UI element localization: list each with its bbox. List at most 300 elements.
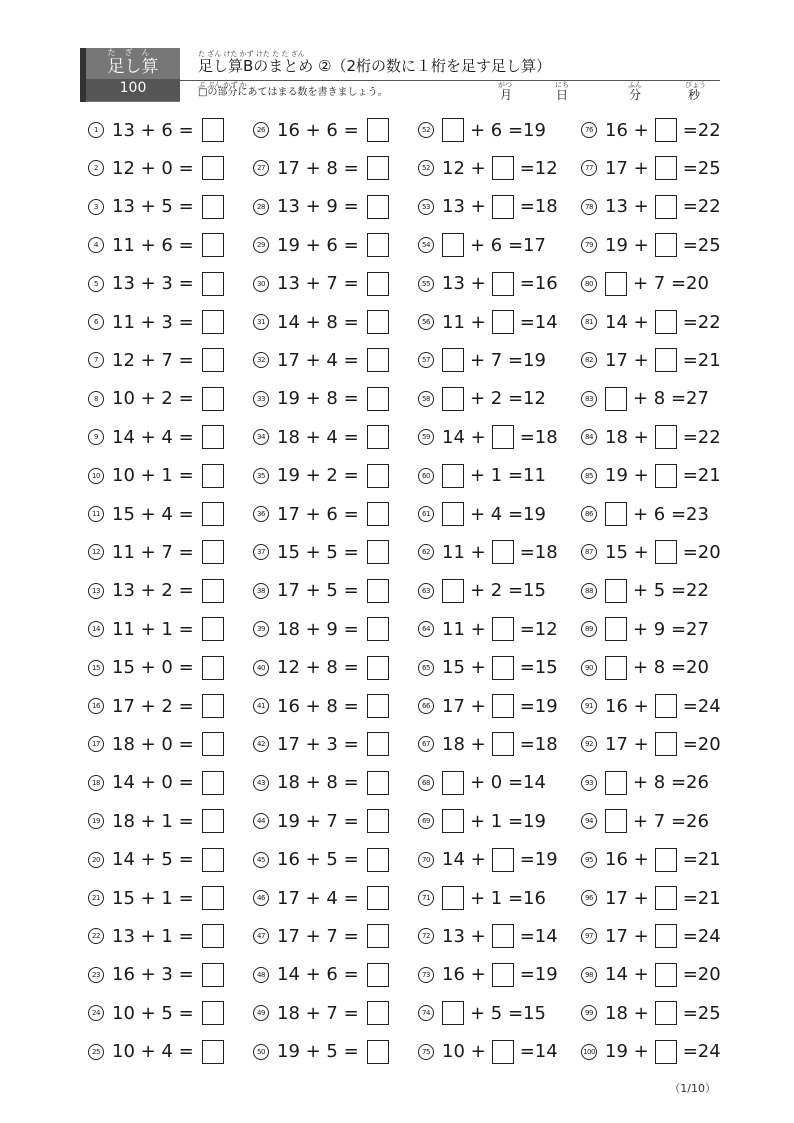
problem-number: 16 bbox=[88, 698, 104, 714]
equation-text: 13 + 9 = bbox=[277, 196, 359, 218]
problem-number: 96 bbox=[581, 890, 597, 906]
answer-box[interactable] bbox=[442, 118, 464, 142]
answer-box[interactable] bbox=[367, 118, 389, 142]
equation-text: 12 + 7 = bbox=[112, 349, 194, 371]
problem-row bbox=[253, 269, 389, 299]
answer-box[interactable] bbox=[202, 348, 224, 372]
answer-box[interactable] bbox=[655, 694, 677, 718]
answer-box[interactable] bbox=[202, 732, 224, 756]
problem-number: 33 bbox=[253, 391, 269, 407]
answer-box[interactable] bbox=[442, 579, 464, 603]
answer-box[interactable] bbox=[442, 348, 464, 372]
worksheet-header bbox=[80, 48, 720, 102]
problem-number: 21 bbox=[88, 890, 104, 906]
equation-text: 17 + bbox=[605, 349, 649, 371]
problem-row bbox=[418, 461, 546, 491]
problem-row bbox=[253, 307, 389, 337]
answer-box[interactable] bbox=[367, 617, 389, 641]
answer-box[interactable] bbox=[367, 387, 389, 411]
equation-text: =25 bbox=[682, 157, 721, 179]
problem-row bbox=[88, 269, 224, 299]
answer-box[interactable] bbox=[202, 694, 224, 718]
answer-box[interactable] bbox=[655, 924, 677, 948]
problem-row bbox=[253, 1037, 389, 1067]
problem-row bbox=[581, 768, 709, 798]
problem-row bbox=[88, 422, 224, 452]
answer-box[interactable] bbox=[367, 233, 389, 257]
answer-box[interactable] bbox=[367, 848, 389, 872]
answer-box[interactable] bbox=[202, 579, 224, 603]
badge-ruby: たざん bbox=[107, 48, 159, 57]
answer-box[interactable] bbox=[655, 1001, 677, 1025]
problem-number: 86 bbox=[581, 506, 597, 522]
equation-text: + 8 =27 bbox=[633, 388, 709, 410]
problem-number: 68 bbox=[418, 775, 434, 791]
page-title: 足し算Bのまとめ ②（2桁の数に１桁を足す足し算） bbox=[198, 57, 552, 75]
problem-row bbox=[418, 691, 558, 721]
answer-box[interactable] bbox=[367, 310, 389, 334]
problem-row bbox=[581, 691, 721, 721]
equation-text: 14 + 8 = bbox=[277, 311, 359, 333]
equation-text: =19 bbox=[519, 849, 558, 871]
answer-box[interactable] bbox=[367, 886, 389, 910]
answer-box[interactable] bbox=[367, 195, 389, 219]
equation-text: + 7 =19 bbox=[470, 349, 546, 371]
answer-box[interactable] bbox=[202, 1040, 224, 1064]
equation-text: =15 bbox=[519, 657, 558, 679]
problem-number: 74 bbox=[418, 1005, 434, 1021]
answer-box[interactable] bbox=[492, 195, 514, 219]
problem-row bbox=[88, 153, 224, 183]
problem-number: 13 bbox=[88, 583, 104, 599]
equation-text: 12 + 8 = bbox=[277, 657, 359, 679]
equation-text: =18 bbox=[519, 541, 558, 563]
answer-box[interactable] bbox=[655, 195, 677, 219]
instructions: □の部分にあてはまる数を書きましょう。 bbox=[198, 87, 388, 98]
problem-row bbox=[253, 537, 389, 567]
problem-number: 17 bbox=[88, 736, 104, 752]
equation-text: 10 + 4 = bbox=[112, 1041, 194, 1063]
problem-number: 77 bbox=[581, 160, 597, 176]
problem-number: 94 bbox=[581, 813, 597, 829]
problem-number: 80 bbox=[581, 276, 597, 292]
problem-row bbox=[253, 576, 389, 606]
answer-box[interactable] bbox=[202, 1001, 224, 1025]
equation-text: + 2 =15 bbox=[470, 580, 546, 602]
equation-text: =18 bbox=[519, 426, 558, 448]
problem-number: 30 bbox=[253, 276, 269, 292]
problem-row bbox=[253, 653, 389, 683]
problem-number: 63 bbox=[418, 583, 434, 599]
answer-box[interactable] bbox=[367, 272, 389, 296]
problem-number: 8 bbox=[88, 391, 104, 407]
equation-text: + 5 =15 bbox=[470, 1002, 546, 1024]
answer-box[interactable] bbox=[492, 310, 514, 334]
equation-text: =24 bbox=[682, 925, 721, 947]
second-ruby: びょう bbox=[685, 81, 706, 89]
answer-box[interactable] bbox=[655, 156, 677, 180]
equation-text: 12 + bbox=[442, 157, 486, 179]
problem-row bbox=[88, 845, 224, 875]
equation-text: 10 + 1 = bbox=[112, 465, 194, 487]
problem-row bbox=[88, 768, 224, 798]
answer-box[interactable] bbox=[202, 848, 224, 872]
problem-number: 49 bbox=[253, 1005, 269, 1021]
answer-box[interactable] bbox=[442, 771, 464, 795]
answer-box[interactable] bbox=[492, 694, 514, 718]
answer-box[interactable] bbox=[367, 732, 389, 756]
problem-number: 76 bbox=[581, 122, 597, 138]
equation-text: =18 bbox=[519, 733, 558, 755]
problem-number: 70 bbox=[418, 852, 434, 868]
answer-box[interactable] bbox=[367, 771, 389, 795]
answer-box[interactable] bbox=[367, 656, 389, 680]
problem-number: 59 bbox=[418, 429, 434, 445]
problem-row bbox=[88, 1037, 224, 1067]
problem-row bbox=[418, 422, 558, 452]
problem-row bbox=[253, 845, 389, 875]
answer-box[interactable] bbox=[442, 502, 464, 526]
equation-text: + 8 =26 bbox=[633, 772, 709, 794]
problem-row bbox=[88, 806, 224, 836]
answer-box[interactable] bbox=[605, 617, 627, 641]
answer-box[interactable] bbox=[367, 156, 389, 180]
equation-text: 19 + 5 = bbox=[277, 1041, 359, 1063]
problem-number: 66 bbox=[418, 698, 434, 714]
problem-row bbox=[581, 269, 709, 299]
minute-ruby: ふん bbox=[628, 81, 642, 89]
answer-box[interactable] bbox=[202, 195, 224, 219]
problem-row bbox=[253, 192, 389, 222]
problem-row bbox=[88, 307, 224, 337]
score-badge bbox=[80, 48, 180, 102]
problem-number: 54 bbox=[418, 237, 434, 253]
answer-box[interactable] bbox=[492, 732, 514, 756]
second-field: 秒 bbox=[688, 88, 701, 102]
equation-text: + 1 =19 bbox=[470, 810, 546, 832]
equation-text: =19 bbox=[519, 964, 558, 986]
equation-text: 19 + 7 = bbox=[277, 810, 359, 832]
equation-text: 13 + 6 = bbox=[112, 119, 194, 141]
answer-box[interactable] bbox=[492, 425, 514, 449]
problem-number: 3 bbox=[88, 199, 104, 215]
equation-text: 16 + bbox=[605, 695, 649, 717]
problem-row bbox=[88, 691, 224, 721]
problem-number: 81 bbox=[581, 314, 597, 330]
problem-number: 100 bbox=[581, 1044, 597, 1060]
answer-box[interactable] bbox=[367, 348, 389, 372]
problem-row bbox=[253, 960, 389, 990]
answer-box[interactable] bbox=[655, 886, 677, 910]
equation-text: 14 + 5 = bbox=[112, 849, 194, 871]
answer-box[interactable] bbox=[605, 387, 627, 411]
problem-row bbox=[88, 115, 224, 145]
answer-box[interactable] bbox=[367, 809, 389, 833]
problem-number: 55 bbox=[418, 276, 434, 292]
answer-box[interactable] bbox=[202, 924, 224, 948]
equation-text: =21 bbox=[682, 887, 721, 909]
equation-text: 17 + 3 = bbox=[277, 733, 359, 755]
problem-row bbox=[88, 653, 224, 683]
equation-text: 17 + 7 = bbox=[277, 925, 359, 947]
answer-box[interactable] bbox=[202, 118, 224, 142]
answer-box[interactable] bbox=[367, 579, 389, 603]
problem-number: 61 bbox=[418, 506, 434, 522]
equation-text: =14 bbox=[519, 925, 558, 947]
problem-row bbox=[253, 115, 389, 145]
answer-box[interactable] bbox=[655, 1040, 677, 1064]
answer-box[interactable] bbox=[202, 656, 224, 680]
answer-box[interactable] bbox=[605, 272, 627, 296]
problem-row bbox=[88, 345, 224, 375]
equation-text: 14 + bbox=[442, 426, 486, 448]
problem-number: 84 bbox=[581, 429, 597, 445]
answer-box[interactable] bbox=[202, 272, 224, 296]
problem-number: 83 bbox=[581, 391, 597, 407]
equation-text: =21 bbox=[682, 465, 721, 487]
problem-number: 50 bbox=[253, 1044, 269, 1060]
answer-box[interactable] bbox=[367, 464, 389, 488]
answer-box[interactable] bbox=[655, 848, 677, 872]
problem-number: 9 bbox=[88, 429, 104, 445]
equation-text: =25 bbox=[682, 1002, 721, 1024]
problem-row bbox=[581, 883, 721, 913]
problem-number: 40 bbox=[253, 660, 269, 676]
problem-row bbox=[253, 499, 389, 529]
answer-box[interactable] bbox=[442, 886, 464, 910]
problem-row bbox=[253, 806, 389, 836]
answer-box[interactable] bbox=[202, 310, 224, 334]
problem-number: 41 bbox=[253, 698, 269, 714]
equation-text: 13 + bbox=[442, 273, 486, 295]
answer-box[interactable] bbox=[605, 502, 627, 526]
equation-text: + 1 =16 bbox=[470, 887, 546, 909]
equation-text: 13 + 5 = bbox=[112, 196, 194, 218]
problem-row bbox=[418, 729, 558, 759]
problem-row bbox=[581, 384, 709, 414]
answer-box[interactable] bbox=[492, 656, 514, 680]
equation-text: 11 + 1 = bbox=[112, 618, 194, 640]
answer-box[interactable] bbox=[202, 156, 224, 180]
equation-text: =14 bbox=[519, 311, 558, 333]
problem-number: 10 bbox=[88, 468, 104, 484]
problem-number: 56 bbox=[418, 314, 434, 330]
problem-number: 27 bbox=[253, 160, 269, 176]
problem-number: 52 bbox=[418, 122, 434, 138]
answer-box[interactable] bbox=[655, 233, 677, 257]
title-ruby: た ざん けた かず けた た た ざん bbox=[198, 50, 305, 58]
answer-box[interactable] bbox=[605, 656, 627, 680]
answer-box[interactable] bbox=[655, 963, 677, 987]
equation-text: 19 + bbox=[605, 234, 649, 256]
month-ruby: がつ bbox=[498, 81, 512, 89]
problem-number: 7 bbox=[88, 352, 104, 368]
problem-row bbox=[581, 614, 709, 644]
equation-text: 14 + bbox=[605, 311, 649, 333]
problem-row bbox=[253, 691, 389, 721]
subtitle-ruby: ぶ ぶん かず か bbox=[198, 81, 247, 89]
answer-box[interactable] bbox=[367, 502, 389, 526]
answer-box[interactable] bbox=[605, 809, 627, 833]
answer-box[interactable] bbox=[202, 771, 224, 795]
equation-text: 13 + 1 = bbox=[112, 925, 194, 947]
equation-text: + 6 =23 bbox=[633, 503, 709, 525]
equation-text: 18 + 9 = bbox=[277, 618, 359, 640]
equation-text: + 4 =19 bbox=[470, 503, 546, 525]
equation-text: =16 bbox=[519, 273, 558, 295]
answer-box[interactable] bbox=[367, 425, 389, 449]
equation-text: =14 bbox=[519, 1041, 558, 1063]
equation-text: 19 + 6 = bbox=[277, 234, 359, 256]
equation-text: + 7 =20 bbox=[633, 273, 709, 295]
problem-row bbox=[581, 960, 721, 990]
answer-box[interactable] bbox=[492, 156, 514, 180]
problem-number: 15 bbox=[88, 660, 104, 676]
problem-number: 52 bbox=[418, 160, 434, 176]
answer-box[interactable] bbox=[202, 233, 224, 257]
equation-text: 18 + bbox=[442, 733, 486, 755]
answer-box[interactable] bbox=[492, 617, 514, 641]
answer-box[interactable] bbox=[367, 540, 389, 564]
problem-number: 47 bbox=[253, 928, 269, 944]
problem-row bbox=[88, 729, 224, 759]
answer-box[interactable] bbox=[367, 924, 389, 948]
problem-number: 89 bbox=[581, 621, 597, 637]
problem-number: 88 bbox=[581, 583, 597, 599]
equation-text: 13 + bbox=[605, 196, 649, 218]
problem-number: 72 bbox=[418, 928, 434, 944]
problem-row bbox=[418, 307, 558, 337]
problem-row bbox=[581, 653, 709, 683]
problem-row bbox=[581, 806, 709, 836]
equation-text: 16 + 6 = bbox=[277, 119, 359, 141]
answer-box[interactable] bbox=[442, 464, 464, 488]
problem-row bbox=[418, 269, 558, 299]
problem-number: 39 bbox=[253, 621, 269, 637]
answer-box[interactable] bbox=[655, 732, 677, 756]
problem-row bbox=[88, 537, 224, 567]
equation-text: 15 + bbox=[605, 541, 649, 563]
problem-number: 23 bbox=[88, 967, 104, 983]
answer-box[interactable] bbox=[202, 617, 224, 641]
equation-text: 17 + 5 = bbox=[277, 580, 359, 602]
problem-row bbox=[581, 307, 721, 337]
answer-box[interactable] bbox=[202, 540, 224, 564]
answer-box[interactable] bbox=[655, 425, 677, 449]
answer-box[interactable] bbox=[202, 886, 224, 910]
answer-box[interactable] bbox=[202, 464, 224, 488]
problem-row bbox=[253, 614, 389, 644]
problem-row bbox=[88, 998, 224, 1028]
problem-number: 25 bbox=[88, 1044, 104, 1060]
equation-text: 13 + 2 = bbox=[112, 580, 194, 602]
answer-box[interactable] bbox=[605, 579, 627, 603]
answer-box[interactable] bbox=[367, 1040, 389, 1064]
answer-box[interactable] bbox=[202, 809, 224, 833]
equation-text: 17 + bbox=[605, 157, 649, 179]
equation-text: 16 + 5 = bbox=[277, 849, 359, 871]
problem-row bbox=[581, 1037, 721, 1067]
equation-text: 19 + 2 = bbox=[277, 465, 359, 487]
problem-number: 1 bbox=[88, 122, 104, 138]
answer-box[interactable] bbox=[202, 963, 224, 987]
equation-text: 11 + 7 = bbox=[112, 541, 194, 563]
equation-text: 18 + bbox=[605, 426, 649, 448]
answer-box[interactable] bbox=[492, 924, 514, 948]
problem-row bbox=[88, 921, 224, 951]
badge-label: 足し算 bbox=[107, 57, 159, 77]
equation-text: 18 + 4 = bbox=[277, 426, 359, 448]
answer-box[interactable] bbox=[492, 1040, 514, 1064]
answer-box[interactable] bbox=[655, 118, 677, 142]
answer-box[interactable] bbox=[367, 694, 389, 718]
problem-number: 5 bbox=[88, 276, 104, 292]
equation-text: 10 + 2 = bbox=[112, 388, 194, 410]
problem-number: 4 bbox=[88, 237, 104, 253]
equation-text: 15 + 1 = bbox=[112, 887, 194, 909]
equation-text: 17 + 4 = bbox=[277, 887, 359, 909]
equation-text: 14 + bbox=[605, 964, 649, 986]
answer-box[interactable] bbox=[442, 809, 464, 833]
problem-row bbox=[581, 845, 721, 875]
answer-box[interactable] bbox=[655, 310, 677, 334]
equation-text: 17 + 8 = bbox=[277, 157, 359, 179]
answer-box[interactable] bbox=[367, 1001, 389, 1025]
answer-box[interactable] bbox=[655, 464, 677, 488]
answer-box[interactable] bbox=[202, 502, 224, 526]
answer-box[interactable] bbox=[202, 425, 224, 449]
answer-box[interactable] bbox=[492, 963, 514, 987]
answer-box[interactable] bbox=[442, 387, 464, 411]
equation-text: 14 + bbox=[442, 849, 486, 871]
answer-box[interactable] bbox=[655, 540, 677, 564]
problem-row bbox=[418, 384, 546, 414]
problem-row bbox=[253, 384, 389, 414]
problem-row bbox=[581, 422, 721, 452]
answer-box[interactable] bbox=[655, 348, 677, 372]
problem-row bbox=[253, 998, 389, 1028]
equation-text: 13 + 3 = bbox=[112, 273, 194, 295]
equation-text: =21 bbox=[682, 849, 721, 871]
problem-number: 87 bbox=[581, 544, 597, 560]
equation-text: 19 + bbox=[605, 1041, 649, 1063]
answer-box[interactable] bbox=[442, 233, 464, 257]
equation-text: 17 + 6 = bbox=[277, 503, 359, 525]
answer-box[interactable] bbox=[442, 1001, 464, 1025]
answer-box[interactable] bbox=[367, 963, 389, 987]
answer-box[interactable] bbox=[492, 540, 514, 564]
equation-text: + 1 =11 bbox=[470, 465, 546, 487]
answer-box[interactable] bbox=[492, 848, 514, 872]
answer-box[interactable] bbox=[202, 387, 224, 411]
problem-row bbox=[418, 768, 546, 798]
equation-text: =24 bbox=[682, 1041, 721, 1063]
problem-row bbox=[581, 192, 721, 222]
problem-number: 22 bbox=[88, 928, 104, 944]
equation-text: + 6 =17 bbox=[470, 234, 546, 256]
equation-text: 11 + bbox=[442, 541, 486, 563]
problem-row bbox=[253, 230, 389, 260]
problem-row bbox=[88, 499, 224, 529]
equation-text: =20 bbox=[682, 733, 721, 755]
answer-box[interactable] bbox=[605, 771, 627, 795]
problem-number: 93 bbox=[581, 775, 597, 791]
equation-text: 11 + 6 = bbox=[112, 234, 194, 256]
problem-row bbox=[253, 345, 389, 375]
problem-number: 37 bbox=[253, 544, 269, 560]
answer-box[interactable] bbox=[492, 272, 514, 296]
equation-text: 18 + bbox=[605, 1002, 649, 1024]
